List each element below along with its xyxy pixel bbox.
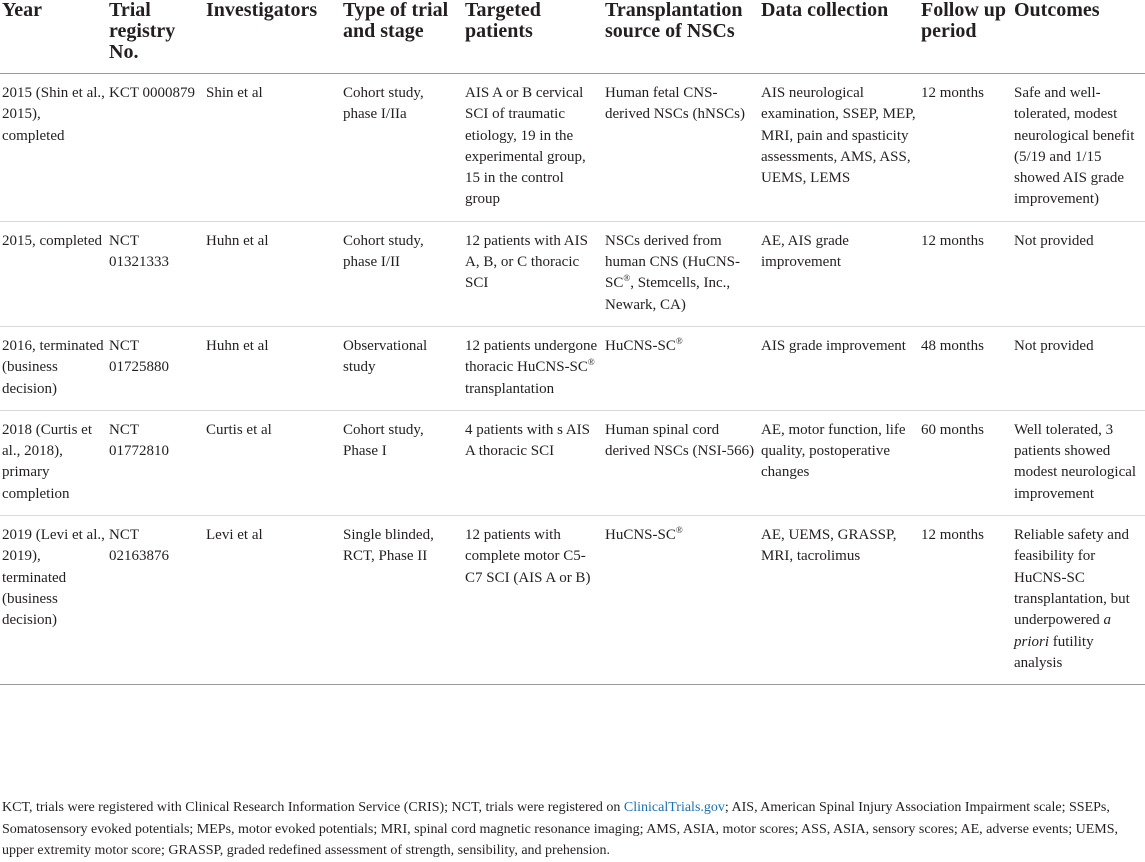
- table-row: [0, 221, 1145, 326]
- cell-source: [603, 326, 759, 410]
- cell-follow-up: 60 months: [919, 410, 1012, 515]
- cell-patients: AIS A or B cervical SCI of traumatic etiology, 19 in the experimental group, 15 in the control group: [463, 74, 603, 222]
- cell-registry: NCT 01321333: [107, 221, 204, 326]
- patients-text-end: transplantation: [465, 380, 555, 397]
- cell-outcomes: Not provided: [1012, 326, 1145, 410]
- header-outcomes: Outcomes: [1012, 0, 1145, 74]
- cell-outcomes: Safe and well-tolerated, modest neurological benefit (5/19 and 1/15 showed AIS grade improvement): [1012, 74, 1145, 222]
- cell-type: Cohort study, phase I/II: [341, 221, 463, 326]
- source-text: HuCNS-SC: [605, 337, 676, 354]
- cell-type: Single blinded, RCT, Phase II: [341, 516, 463, 685]
- cell-investigators: Huhn et al: [204, 221, 341, 326]
- header-follow-up: Follow up period: [919, 0, 1012, 74]
- cell-type: Cohort study, phase I/IIa: [341, 74, 463, 222]
- registered-mark: ®: [675, 335, 683, 346]
- header-investigators: Investigators: [204, 0, 341, 74]
- header-data-collection: Data collection: [759, 0, 919, 74]
- cell-type: Observational study: [341, 326, 463, 410]
- cell-year: 2016, terminated (business decision): [0, 326, 107, 410]
- cell-source: [603, 221, 759, 326]
- outcomes-text-end: futility analysis: [1014, 633, 1094, 671]
- cell-data-collection: AE, AIS grade improvement: [759, 221, 919, 326]
- footnote-text: KCT, trials were registered with Clinical Research Information Service (CRIS); NCT, trials were registered on: [2, 800, 624, 815]
- cell-year: 2019 (Levi et al., 2019), terminated (business decision): [0, 516, 107, 685]
- table-row: [0, 74, 1145, 222]
- cell-source: Human fetal CNS-derived NSCs (hNSCs): [603, 74, 759, 222]
- cell-outcomes: Well tolerated, 3 patients showed modest neurological improvement: [1012, 410, 1145, 515]
- header-row: [0, 0, 1145, 74]
- registered-mark: ®: [675, 525, 683, 536]
- cell-type: Cohort study, Phase I: [341, 410, 463, 515]
- cell-year: 2015 (Shin et al., 2015), completed: [0, 74, 107, 222]
- cell-registry: NCT 02163876: [107, 516, 204, 685]
- cell-registry: NCT 01725880: [107, 326, 204, 410]
- cell-source: Human spinal cord derived NSCs (NSI-566): [603, 410, 759, 515]
- table-row: [0, 326, 1145, 410]
- header-patients: Targeted patients: [463, 0, 603, 74]
- cell-data-collection: AIS grade improvement: [759, 326, 919, 410]
- cell-patients: 4 patients with s AIS A thoracic SCI: [463, 410, 603, 515]
- cell-registry: NCT 01772810: [107, 410, 204, 515]
- cell-follow-up: 48 months: [919, 326, 1012, 410]
- cell-source: [603, 516, 759, 685]
- cell-outcomes: Not provided: [1012, 221, 1145, 326]
- registered-mark: ®: [587, 357, 595, 368]
- cell-investigators: Shin et al: [204, 74, 341, 222]
- table-row: [0, 410, 1145, 515]
- cell-follow-up: 12 months: [919, 221, 1012, 326]
- cell-year: 2018 (Curtis et al., 2018), primary completion: [0, 410, 107, 515]
- clinicaltrials-link[interactable]: ClinicalTrials.gov: [623, 800, 725, 815]
- footnote-text-end: ; AIS, American Spinal Injury Association Impairment scale; SSEPs, Somatosensory evoked potentials; MEPs, motor evoked potentials; MRI, spinal cord magnetic resonance imaging; AMS, ASIA, motor scores; ASS, ASIA, sensory scores; AE, adverse events; UEMS, upper extremity motor score; GRASSP, graded redefined assessment of strength, sensibility, and prehension.: [2, 800, 1118, 858]
- cell-follow-up: 12 months: [919, 74, 1012, 222]
- cell-patients: 12 patients with complete motor C5-C7 SCI (AIS A or B): [463, 516, 603, 685]
- source-text-end: , Stemcells, Inc., Newark, CA): [605, 275, 731, 313]
- cell-patients: 12 patients with AIS A, B, or C thoracic SCI: [463, 221, 603, 326]
- cell-patients: [463, 326, 603, 410]
- header-registry: Trial registry No.: [107, 0, 204, 74]
- cell-investigators: Huhn et al: [204, 326, 341, 410]
- outcomes-text: Reliable safety and feasibility for HuCNS-SC transplantation, but underpowered: [1014, 527, 1130, 629]
- cell-investigators: Levi et al: [204, 516, 341, 685]
- cell-data-collection: AIS neurological examination, SSEP, MEP, MRI, pain and spasticity assessments, AMS, ASS, UEMS, LEMS: [759, 74, 919, 222]
- cell-follow-up: 12 months: [919, 516, 1012, 685]
- cell-year: 2015, completed: [0, 221, 107, 326]
- table-row: [0, 516, 1145, 685]
- source-text: NSCs derived from human CNS (HuCNS-SC: [605, 232, 741, 292]
- header-year: Year: [0, 0, 107, 74]
- cell-data-collection: AE, motor function, life quality, postoperative changes: [759, 410, 919, 515]
- table-footnote: [2, 797, 1143, 862]
- cell-registry: KCT 0000879: [107, 74, 204, 222]
- header-type: Type of trial and stage: [341, 0, 463, 74]
- cell-data-collection: AE, UEMS, GRASSP, MRI, tacrolimus: [759, 516, 919, 685]
- source-text: HuCNS-SC: [605, 527, 676, 544]
- patients-text: 12 patients undergone thoracic HuCNS-SC: [465, 337, 598, 376]
- outcomes-italic-text: a priori: [1014, 612, 1112, 650]
- registered-mark: ®: [623, 273, 631, 284]
- header-source: Transplantation source of NSCs: [603, 0, 759, 74]
- cell-investigators: Curtis et al: [204, 410, 341, 515]
- cell-outcomes: [1012, 516, 1145, 685]
